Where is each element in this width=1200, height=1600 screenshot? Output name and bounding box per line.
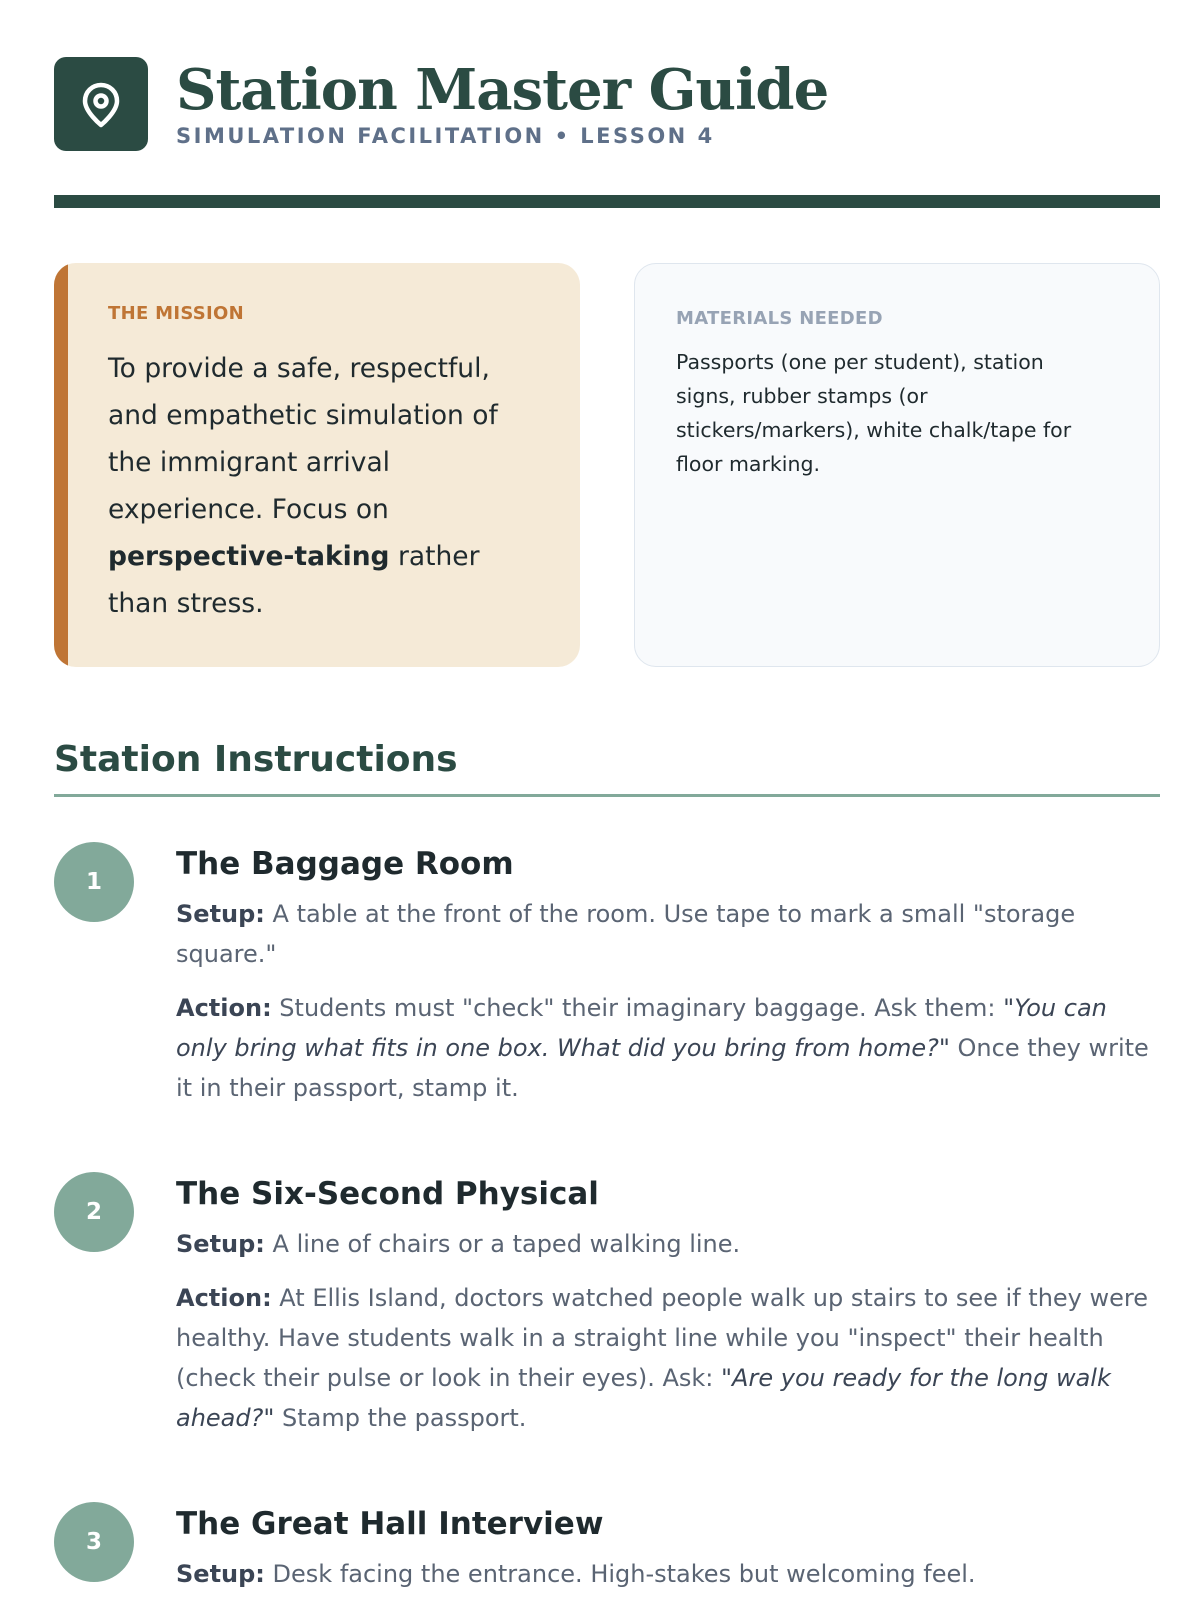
action-text: Students must "check" their imaginary baggage. Ask them: (271, 994, 1004, 1022)
page-title: Station Master Guide (176, 57, 829, 123)
mission-text-emphasis: perspective-taking (108, 541, 390, 572)
setup-label: Setup: (176, 1230, 265, 1258)
mission-text-end: rather than stress. (108, 541, 480, 619)
page-header (54, 57, 1160, 157)
action-label: Action: (176, 994, 272, 1022)
mission-text-start: To provide a safe, respectful, and empathetic simulation of the immigrant arrival experience. Focus on (108, 353, 498, 525)
section-title: Station Instructions (54, 739, 458, 780)
mission-accent-bar (54, 263, 68, 667)
station-number-badge: 2 (54, 1172, 134, 1252)
page-subtitle: SIMULATION FACILITATION • LESSON 4 (176, 124, 715, 148)
station-setup (176, 894, 1161, 974)
mission-label: THE MISSION (108, 303, 244, 324)
setup-label: Setup: (176, 900, 265, 928)
header-divider (54, 195, 1160, 208)
station-action (176, 988, 1161, 1108)
action-text: At Ellis Island, doctors watched people walk up stairs to see if they were healthy. Have students walk in a straight line while you "inspect" their health (check their pulse or look in their eyes). Ask: (176, 1284, 1149, 1392)
materials-card (634, 263, 1160, 667)
materials-text: Passports (one per student), station signs, rubber stamps (or stickers/markers), white chalk/tape for floor marking. (676, 350, 1072, 476)
station-setup (176, 1224, 1161, 1264)
station-title: The Six-Second Physical (176, 1176, 599, 1212)
mission-card (54, 263, 580, 667)
map-pin-icon (81, 82, 121, 128)
setup-label: Setup: (176, 1560, 265, 1588)
logo-badge (54, 57, 148, 151)
station-action (176, 1278, 1161, 1438)
setup-text: Desk facing the entrance. High-stakes but welcoming feel. (264, 1560, 976, 1588)
action-quote: "Are you ready for the long walk ahead?" (176, 1364, 1111, 1432)
station-title: The Baggage Room (176, 846, 514, 882)
station-setup (176, 1554, 1161, 1594)
station-title: The Great Hall Interview (176, 1506, 604, 1542)
action-text-end: Stamp the passport. (274, 1404, 527, 1432)
setup-text: A line of chairs or a taped walking line. (264, 1230, 741, 1258)
action-label: Action: (176, 1284, 272, 1312)
materials-label: MATERIALS NEEDED (676, 308, 883, 329)
station-number-badge: 1 (54, 842, 134, 922)
action-text-end: Once they write it in their passport, stamp it. (176, 1034, 1149, 1102)
setup-text: A table at the front of the room. Use tape to mark a small "storage square." (176, 900, 1076, 968)
mission-text (108, 345, 548, 627)
section-divider (54, 794, 1160, 797)
action-quote: "You can only bring what fits in one box. What did you bring from home?" (176, 994, 1107, 1062)
station-number-badge: 3 (54, 1502, 134, 1582)
